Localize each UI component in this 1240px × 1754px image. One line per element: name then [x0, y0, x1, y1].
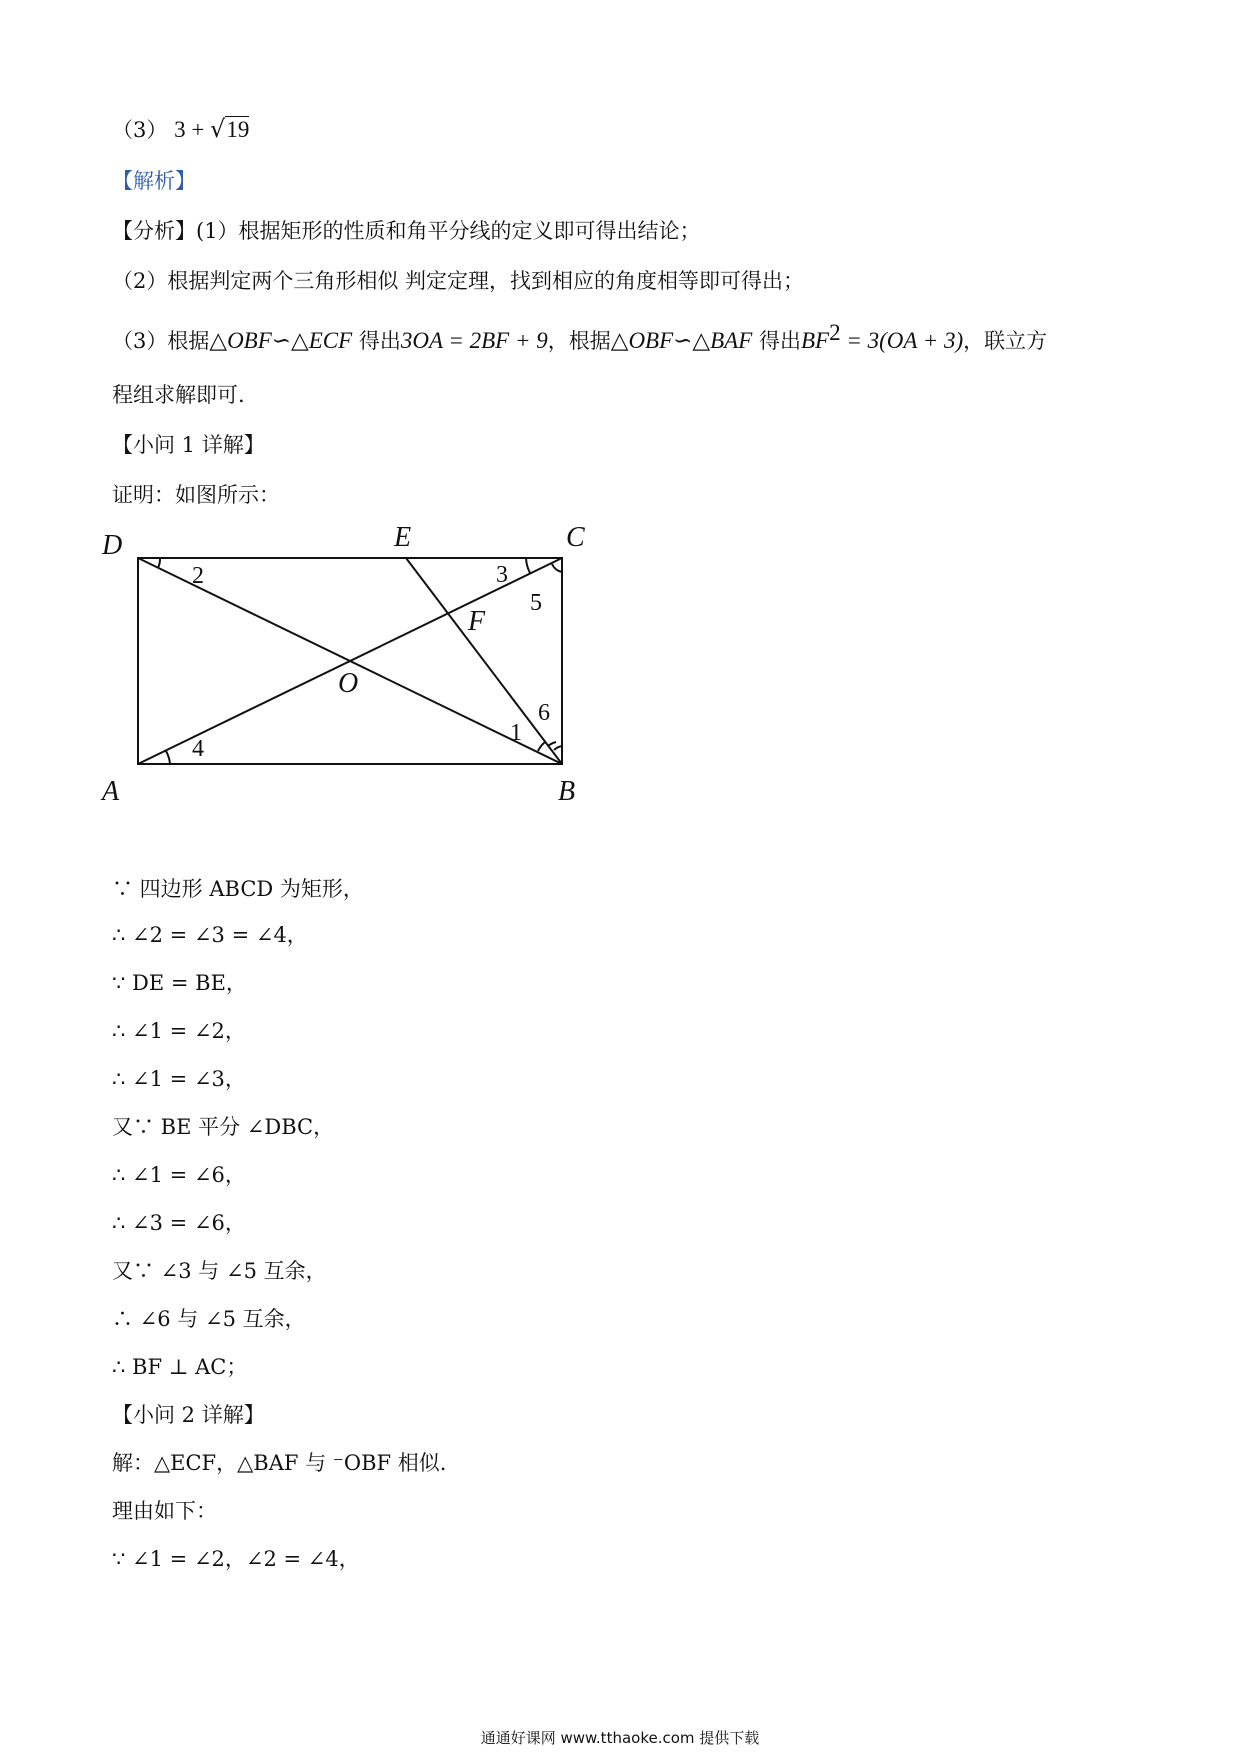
proof-step-2: ∴ ∠2 = ∠3 = ∠4，	[112, 923, 308, 947]
analysis-text-1: 【分析】(1）根据矩形的性质和角平分线的定义即可得出结论；	[112, 219, 701, 243]
analysis-text-3	[112, 318, 1047, 356]
math: = 3(OA + 3)	[840, 328, 964, 353]
part-1-heading: 【小问 1 详解】	[112, 433, 265, 457]
angle-arc-1	[538, 742, 545, 751]
angle-arc-6a	[548, 742, 556, 746]
text: ，联立方	[963, 329, 1048, 353]
proof-intro: 证明：如图所示：	[112, 483, 280, 507]
point-label-e: E	[394, 522, 412, 553]
angle-label-3: 3	[496, 562, 508, 588]
angle-label-6: 6	[538, 700, 550, 726]
angle-arc-2	[158, 558, 160, 568]
math: △OBF∽△ECF	[209, 328, 353, 353]
text: 得出	[352, 329, 401, 353]
page-footer: 通通好课网 www.tthaoke.com 提供下载	[480, 1729, 760, 1747]
point-label-o: O	[338, 668, 359, 699]
math: BF	[800, 328, 830, 353]
proof-step-10: ∴ ∠6 与 ∠5 互余，	[112, 1307, 306, 1331]
geometry-figure	[100, 510, 600, 800]
analysis-text-2: （2）根据判定两个三角形相似 判定定理，找到相应的角度相等即可得出；	[112, 269, 805, 293]
solution-step-1: 解：△ECF，△BAF 与 ⁻OBF 相似.	[112, 1451, 447, 1475]
math: △OBF∽△BAF	[610, 328, 753, 353]
answer-term: 3 +	[174, 117, 211, 142]
proof-step-9: 又∵ ∠3 与 ∠5 互余，	[112, 1259, 327, 1283]
part-2-heading: 【小问 2 详解】	[112, 1403, 265, 1427]
proof-step-5: ∴ ∠1 = ∠3，	[112, 1067, 246, 1091]
label: （3）	[112, 118, 168, 142]
proof-step-4: ∴ ∠1 = ∠2，	[112, 1019, 246, 1043]
solution-step-2: 理由如下：	[112, 1499, 217, 1523]
text: 得出	[752, 329, 801, 353]
angle-arc-5	[552, 564, 562, 572]
angle-label-5: 5	[530, 590, 542, 616]
text: （3）根据	[112, 329, 210, 353]
text: ，根据	[547, 329, 611, 353]
angle-arc-6b	[554, 746, 562, 750]
sqrt-expression: √19	[210, 115, 250, 143]
proof-step-1: ∵ 四边形 ABCD 为矩形，	[112, 877, 364, 901]
angle-label-1: 1	[510, 720, 522, 746]
proof-step-3: ∵ DE = BE，	[112, 971, 247, 995]
solution-step-3: ∵ ∠1 = ∠2，∠2 = ∠4，	[112, 1547, 360, 1571]
answer-part-3	[112, 114, 249, 145]
point-label-f: F	[468, 606, 486, 637]
superscript: 2	[829, 320, 841, 345]
proof-step-6: 又∵ BE 平分 ∠DBC，	[112, 1115, 335, 1139]
point-label-c: C	[566, 522, 585, 553]
angle-label-4: 4	[192, 736, 204, 762]
radicand: 19	[226, 117, 250, 142]
angle-label-2: 2	[192, 563, 204, 589]
point-label-b: B	[558, 776, 576, 800]
point-label-d: D	[102, 530, 123, 561]
math: 3OA = 2BF + 9	[400, 328, 548, 353]
proof-step-7: ∴ ∠1 = ∠6，	[112, 1163, 246, 1187]
proof-step-11: ∴ BF ⊥ AC；	[112, 1355, 248, 1379]
angle-arc-3	[526, 558, 530, 573]
proof-step-8: ∴ ∠3 = ∠6，	[112, 1211, 246, 1235]
point-label-a: A	[102, 776, 120, 800]
angle-arc-4	[166, 751, 170, 764]
analysis-heading: 【解析】	[112, 169, 196, 193]
segment-eb	[406, 558, 562, 764]
analysis-text-4: 程组求解即可.	[112, 383, 245, 407]
